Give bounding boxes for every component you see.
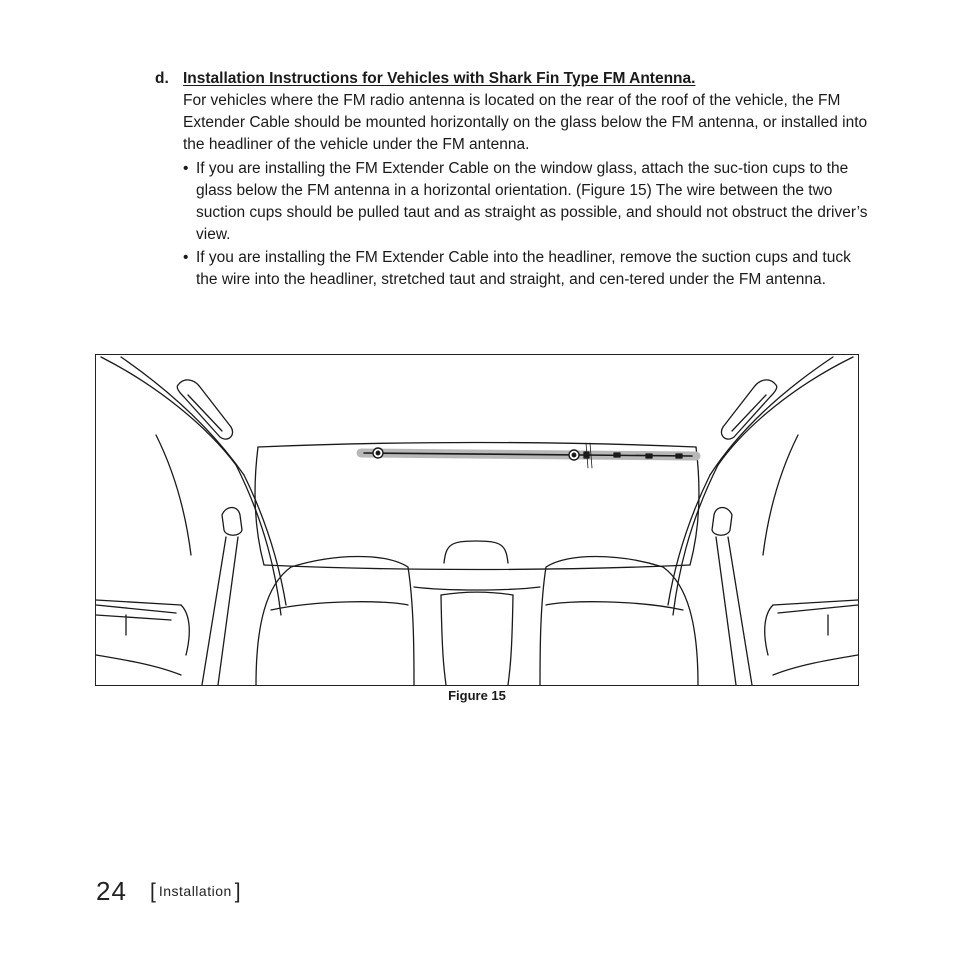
figure-caption: Figure 15 [448, 688, 506, 703]
fm-extender-cable [361, 443, 696, 468]
intro-paragraph: For vehicles where the FM radio antenna is located on the rear of the roof of the vehicle, the FM Extender Cable should be mounted horizontally on the glass below the FM antenna, or installed into the headliner of the vehicle under the FM antenna. [183, 92, 868, 153]
bullet-icon: • [183, 160, 189, 177]
instruction-list [183, 158, 873, 292]
bracket-close: ] [234, 880, 241, 903]
list-item [183, 158, 873, 246]
center-headrest [444, 541, 508, 563]
section-heading [155, 68, 875, 90]
right-grab-handle [721, 380, 776, 439]
footer-section-label [150, 880, 241, 904]
list-item [183, 247, 873, 291]
section-letter: d. [155, 70, 169, 87]
bullet-text: If you are installing the FM Extender Cable on the window glass, attach the suc-tion cups to the glass below the FM antenna in a horizontal orientation. (Figure 15) The wire between the two suction cups should be pulled taut and as straight as possible, and should not obstruct the driver’s view. [196, 160, 868, 243]
bullet-text: If you are installing the FM Extender Cable into the headliner, remove the suction cups and tuck the wire into the headliner, stretched taut and straight, and cen-tered under the FM antenna. [196, 249, 851, 288]
rear-window [255, 443, 699, 570]
bullet-icon: • [183, 249, 189, 266]
figure-15-illustration [95, 354, 859, 686]
right-seatbelt [712, 508, 752, 686]
bracket-open: [ [150, 880, 156, 903]
footer-section-name: Installation [158, 883, 232, 899]
page-number: 24 [96, 876, 127, 906]
left-seatbelt [202, 508, 242, 686]
center-armrest [414, 587, 540, 685]
section-heading-text: Installation Instructions for Vehicles with Shark Fin Type FM Antenna. [183, 70, 696, 87]
